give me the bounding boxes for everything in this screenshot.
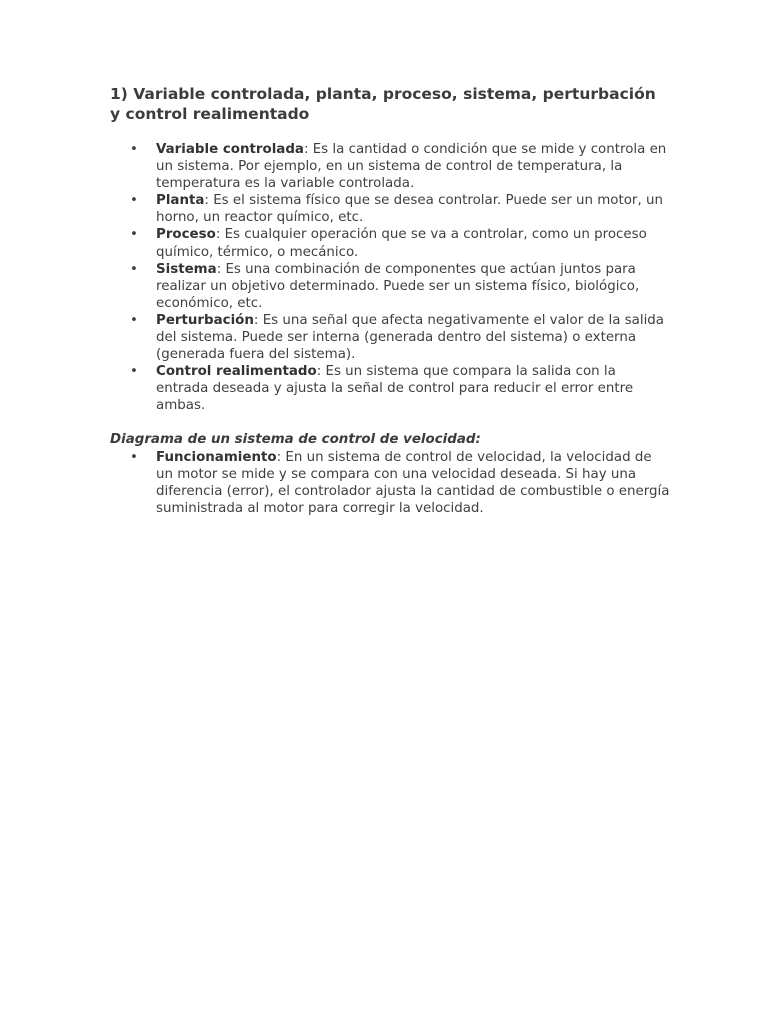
term-description: : Es una combinación de componentes que actúan juntos para realizar un objetivo determinado. Puede ser un sistema físico, biológico, económico, etc. [156, 261, 640, 311]
document-page [110, 84, 670, 517]
diagram-subheading: Diagrama de un sistema de control de velocidad: [110, 431, 481, 447]
bullet: • [130, 142, 138, 157]
bullet: • [130, 364, 138, 380]
term-description: : Es la cantidad o condición que se mide y controla en un sistema. Por ejemplo, en un sistema de control de temperatura, la temperatura es la variable controlada. [156, 142, 667, 192]
term-label: Variable controlada [156, 142, 304, 157]
term-description: : Es cualquier operación que se va a controlar, como un proceso químico, térmico, o mecánico. [156, 227, 647, 260]
bullet: • [130, 449, 138, 465]
term-label: Funcionamiento [156, 449, 277, 465]
bullet: • [130, 227, 138, 243]
list-item [110, 363, 670, 414]
term-label: Proceso [156, 227, 216, 243]
list-item [110, 449, 670, 517]
term-label: Control realimentado [156, 364, 317, 380]
term-description: : En un sistema de control de velocidad, la velocidad de un motor se mide y se compara con una velocidad deseada. Si hay una diferencia (error), el controlador ajusta la cantidad de combustible o energía suministrada al motor para corregir la velocidad. [156, 449, 670, 516]
term-description: : Es el sistema físico que se desea controlar. Puede ser un motor, un horno, un reactor químico, etc. [156, 193, 663, 226]
bullet: • [130, 193, 138, 209]
term-description: : Es un sistema que compara la salida con la entrada deseada y ajusta la señal de control para reducir el error entre ambas. [156, 364, 634, 414]
term-label: Planta [156, 193, 205, 209]
list-item [110, 192, 670, 226]
diagram-list [110, 449, 670, 517]
list-item [110, 261, 670, 312]
list-item [110, 226, 670, 260]
list-item [110, 141, 670, 192]
bullet: • [130, 312, 138, 328]
term-label: Sistema [156, 261, 217, 277]
term-label: Perturbación [156, 312, 254, 328]
definitions-list [110, 141, 670, 415]
bullet: • [130, 261, 138, 277]
list-item [110, 312, 670, 363]
term-description: : Es una señal que afecta negativamente el valor de la salida del sistema. Puede ser interna (generada dentro del sistema) o externa (generada fuera del sistema). [156, 312, 664, 363]
section-title: 1) Variable controlada, planta, proceso, sistema, perturbación y control realimentado [110, 85, 656, 123]
